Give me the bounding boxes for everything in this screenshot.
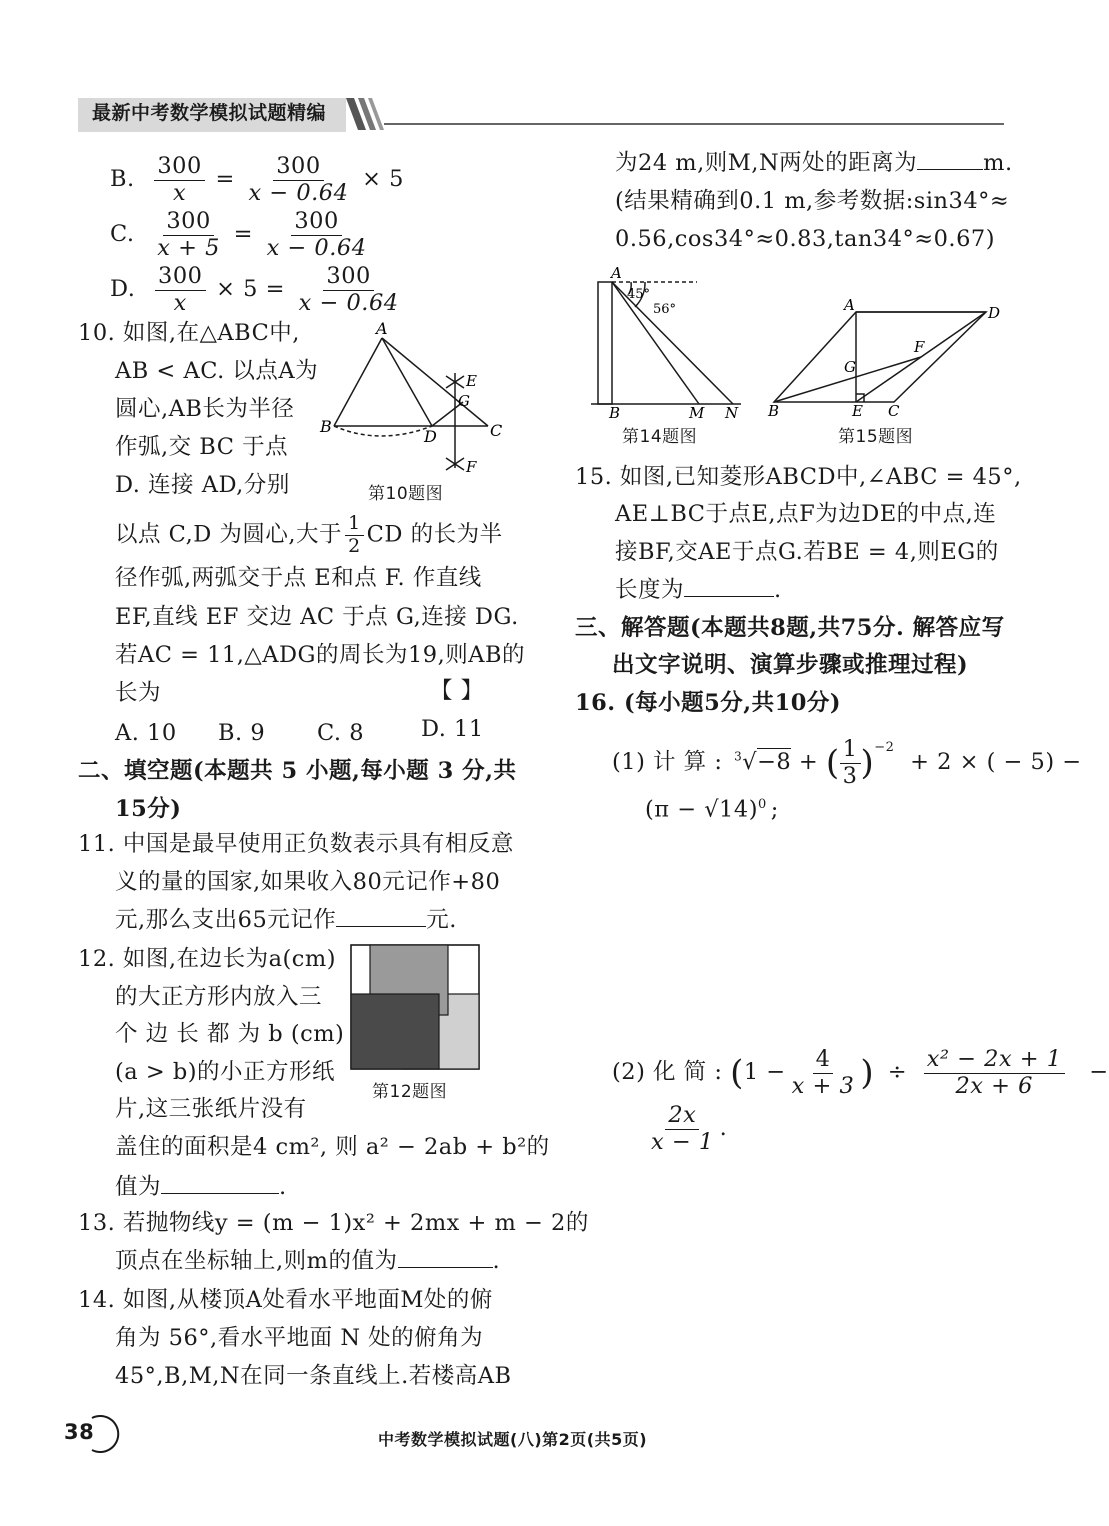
q15-line-2: AE⊥BC于点E,点F为边DE的中点,连 <box>615 501 997 527</box>
fig14-label-b: B <box>609 404 621 422</box>
q11-line-3: 元,那么支出65元记作 元. <box>115 907 457 933</box>
q15-line-4: 长度为 . <box>615 577 782 603</box>
q14-answer-blank <box>917 167 983 170</box>
q16-part1: (1) 计 算 : $^3$√−8 + ( $\frac{1}{3}$ )$^{-2}$ + 2 × ( − 5) − <box>612 736 1082 789</box>
q10-line-8: EF,直线 EF 交边 AC 于点 G,连接 DG. <box>115 604 519 630</box>
q10-figure <box>318 318 508 478</box>
fig10-label-f: F <box>466 458 477 476</box>
q14-figure <box>585 262 745 422</box>
q10-line-6: 以点 C,D 为圆心,大于 $\frac{1}{2}$ CD 的长为半 <box>115 512 503 557</box>
q12-line-7: 值为 . <box>115 1174 287 1200</box>
q13-line-2: 顶点在坐标轴上,则m的值为 . <box>115 1248 501 1274</box>
q10-line-2: AB < AC. 以点A为 <box>115 358 319 384</box>
fig15-label-g: G <box>844 358 856 376</box>
q16-part2: (2) 化 简 : (1 − $\frac{4}{x + 3}$ ) ÷ $\frac{\text{x² − 2x + 1}}{2x + 6}$ − <box>612 1046 1109 1099</box>
header-title: 最新中考数学模拟试题精编 <box>92 102 327 124</box>
choice-b: B. 9 <box>218 720 266 746</box>
fig10-label-a: A <box>376 319 388 338</box>
fig10-label-e: E <box>466 372 477 390</box>
q14-line-2: 角为 56°,看水平地面 N 处的俯角为 <box>115 1325 484 1351</box>
choice-a: A. 10 <box>115 720 177 746</box>
q10-line-3: 圆心,AB长为半径 <box>115 396 295 422</box>
q12-answer-blank <box>161 1191 279 1194</box>
q15-figure <box>762 298 1012 424</box>
q11-line-2: 义的量的国家,如果收入80元记作+80 <box>115 869 501 895</box>
fig14-angle-56: 56° <box>653 302 677 317</box>
answer-bracket: 【 】 <box>430 678 484 704</box>
q15-answer-blank <box>684 594 774 597</box>
fig14-label-a: A <box>611 264 622 282</box>
q16-part1-line2: $(\pi - √14)^0$ ; <box>645 796 779 823</box>
option-c-row: C. $\frac{300}{x + 5}$ = $\frac{300}{x - 0.64}$ <box>110 208 367 261</box>
q12-line-3: 个 边 长 都 为 b (cm) <box>115 1021 345 1047</box>
section-3-heading: 三、解答题(本题共8题,共75分. 解答应写 <box>575 615 1005 641</box>
q10-line-7: 径作弧,两弧交于点 E和点 F. 作直线 <box>115 565 482 591</box>
q13-answer-blank <box>398 1265 493 1268</box>
fig14-label-n: N <box>725 404 739 422</box>
q14-cont-3: 0.56,cos34°≈0.83,tan34°≈0.67) <box>615 226 995 252</box>
section-2-heading-cont: 15分) <box>115 796 182 822</box>
q10-line-9: 若AC = 11,△ADG的周长为19,则AB的 <box>115 642 526 668</box>
fig10-label-b: B <box>320 417 332 436</box>
q12-line-1: 12. 如图,在边长为a(cm) <box>78 946 336 972</box>
q14-cont-1: 为24 m,则M,N两处的距离为 m. <box>615 150 1013 176</box>
q15-caption: 第15题图 <box>838 427 914 447</box>
fig15-label-a: A <box>844 296 855 314</box>
q13-line-1: 13. 若抛物线y = (m − 1)x² + 2mx + m − 2的 <box>78 1210 589 1236</box>
q12-line-2: 的大正方形内放入三 <box>115 984 323 1010</box>
fig14-label-m: M <box>689 404 705 422</box>
q16-part2-line2: $\frac{2x}{x - 1}$ . <box>651 1102 728 1155</box>
q14-caption: 第14题图 <box>622 427 698 447</box>
section-3-heading-cont: 出文字说明、演算步骤或推理过程) <box>612 652 969 678</box>
fig10-label-d: D <box>424 427 437 446</box>
q14-line-1: 14. 如图,从楼顶A处看水平地面M处的俯 <box>78 1287 493 1313</box>
q10-line-1: 10. 如图,在△ABC中, <box>78 320 300 346</box>
q12-caption: 第12题图 <box>372 1082 448 1102</box>
page-number: 38 <box>64 1420 95 1444</box>
q11-line-1: 11. 中国是最早使用正负数表示具有相反意 <box>78 831 514 857</box>
option-b-row: B. $\frac{300}{x}$ = $\frac{300}{x - 0.64}$ × 5 <box>110 153 404 206</box>
fig15-label-d: D <box>988 304 1001 322</box>
fig15-label-c: C <box>888 402 900 420</box>
fig15-label-f: F <box>914 338 925 356</box>
q10-line-4: 作弧,交 BC 于点 <box>115 434 289 460</box>
q12-line-6: 盖住的面积是4 cm², 则 a² − 2ab + b²的 <box>115 1134 550 1160</box>
footer-title: 中考数学模拟试题(八)第2页(共5页) <box>378 1430 648 1449</box>
fig15-label-b: B <box>768 402 780 420</box>
q12-line-4: (a > b)的小正方形纸 <box>115 1059 336 1085</box>
q14-cont-2: (结果精确到0.1 m,参考数据:sin34°≈ <box>615 188 1010 214</box>
q14-line-3: 45°,B,M,N在同一条直线上.若楼高AB <box>115 1363 512 1389</box>
q16-heading: 16. (每小题5分,共10分) <box>575 690 842 716</box>
choice-d: D. 11 <box>421 716 484 742</box>
fig14-angle-45: 45° <box>627 287 651 302</box>
q12-figure <box>350 944 482 1072</box>
fig15-label-e: E <box>852 402 863 420</box>
q12-line-5: 片,这三张纸片没有 <box>115 1096 307 1122</box>
q15-line-1: 15. 如图,已知菱形ABCD中,∠ABC = 45°, <box>575 464 1022 490</box>
fig10-label-g: G <box>458 392 470 410</box>
fig10-label-c: C <box>490 421 503 440</box>
section-2-heading: 二、填空题(本题共 5 小题,每小题 3 分,共 <box>78 758 517 784</box>
q10-line-5: D. 连接 AD,分别 <box>115 472 290 498</box>
q10-line-10: 长为 <box>115 680 162 706</box>
q15-line-3: 接BF,交AE于点G.若BE = 4,则EG的 <box>615 539 999 565</box>
option-d-row: D. $\frac{300}{x}$ × 5 = $\frac{300}{x - 0.64}$ <box>110 263 399 316</box>
choice-c: C. 8 <box>317 720 365 746</box>
header-stripes <box>346 96 1006 132</box>
q10-caption: 第10题图 <box>368 484 444 504</box>
q11-answer-blank <box>336 924 426 927</box>
